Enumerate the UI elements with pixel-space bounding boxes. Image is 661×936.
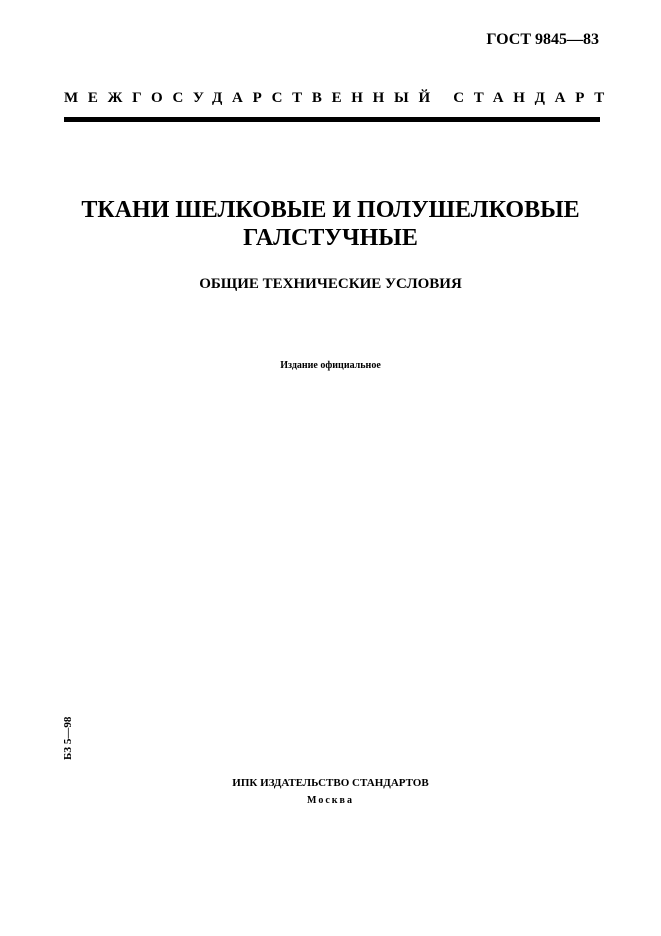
standard-banner: МЕЖГОСУДАРСТВЕННЫЙ СТАНДАРТ [64, 90, 614, 106]
title-line-1: ТКАНИ ШЕЛКОВЫЕ И ПОЛУШЕЛКОВЫЕ [81, 197, 580, 223]
header-rule [64, 117, 600, 122]
edition-note: Издание официальное [280, 360, 381, 371]
publisher-city: Москва [307, 795, 354, 806]
document-subtitle: ОБЩИЕ ТЕХНИЧЕСКИЕ УСЛОВИЯ [199, 276, 462, 292]
side-code: БЗ 5—98 [62, 716, 74, 760]
publisher-name: ИПК ИЗДАТЕЛЬСТВО СТАНДАРТОВ [232, 777, 429, 789]
title-line-2: ГАЛСТУЧНЫЕ [243, 225, 418, 251]
document-title [0, 196, 661, 252]
standard-code: ГОСТ 9845—83 [486, 31, 599, 48]
